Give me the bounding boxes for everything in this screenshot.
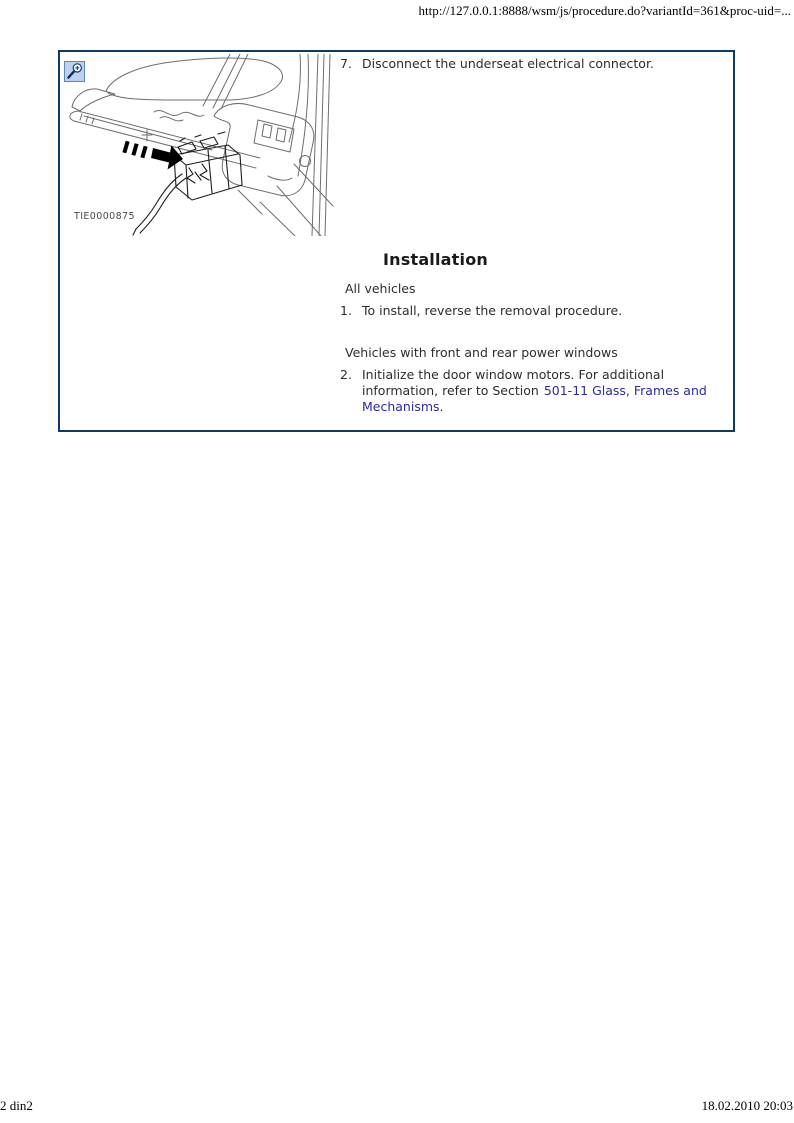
step-2 <box>340 367 738 415</box>
installation-heading: Installation <box>383 250 488 269</box>
step-7-number: 7. <box>340 56 352 71</box>
header-url: http://127.0.0.1:8888/wsm/js/procedure.do?variantId=361&proc-uid=... <box>418 3 791 18</box>
step-7-text: Disconnect the underseat electrical connector. <box>362 56 654 71</box>
step-1 <box>340 303 740 319</box>
step-2-number: 2. <box>340 367 352 382</box>
step-2-text <box>362 367 738 415</box>
step-2-text-before: Initialize the door window motors. For additional information, refer to Section <box>362 367 665 398</box>
seat-connector-illustration <box>62 54 334 236</box>
procedure-content-box <box>58 50 735 432</box>
magnifier-plus-icon <box>65 62 84 81</box>
step-1-text: To install, reverse the removal procedure. <box>362 303 623 318</box>
footer-datetime: 18.02.2010 20:03 <box>701 1098 793 1113</box>
step-1-number: 1. <box>340 303 352 318</box>
section-501-11-link[interactable]: 501-11 Glass, Frames and Mechanisms <box>362 383 707 414</box>
figure-label: TIE0000875 <box>74 211 135 222</box>
figure-zoom-button[interactable] <box>64 61 85 82</box>
footer-page-info: 2 din2 <box>0 1098 33 1113</box>
group-label-power-windows: Vehicles with front and rear power windows <box>345 345 618 360</box>
step-2-text-after: . <box>439 399 444 414</box>
step-7 <box>340 56 740 72</box>
group-label-all-vehicles: All vehicles <box>345 281 416 296</box>
